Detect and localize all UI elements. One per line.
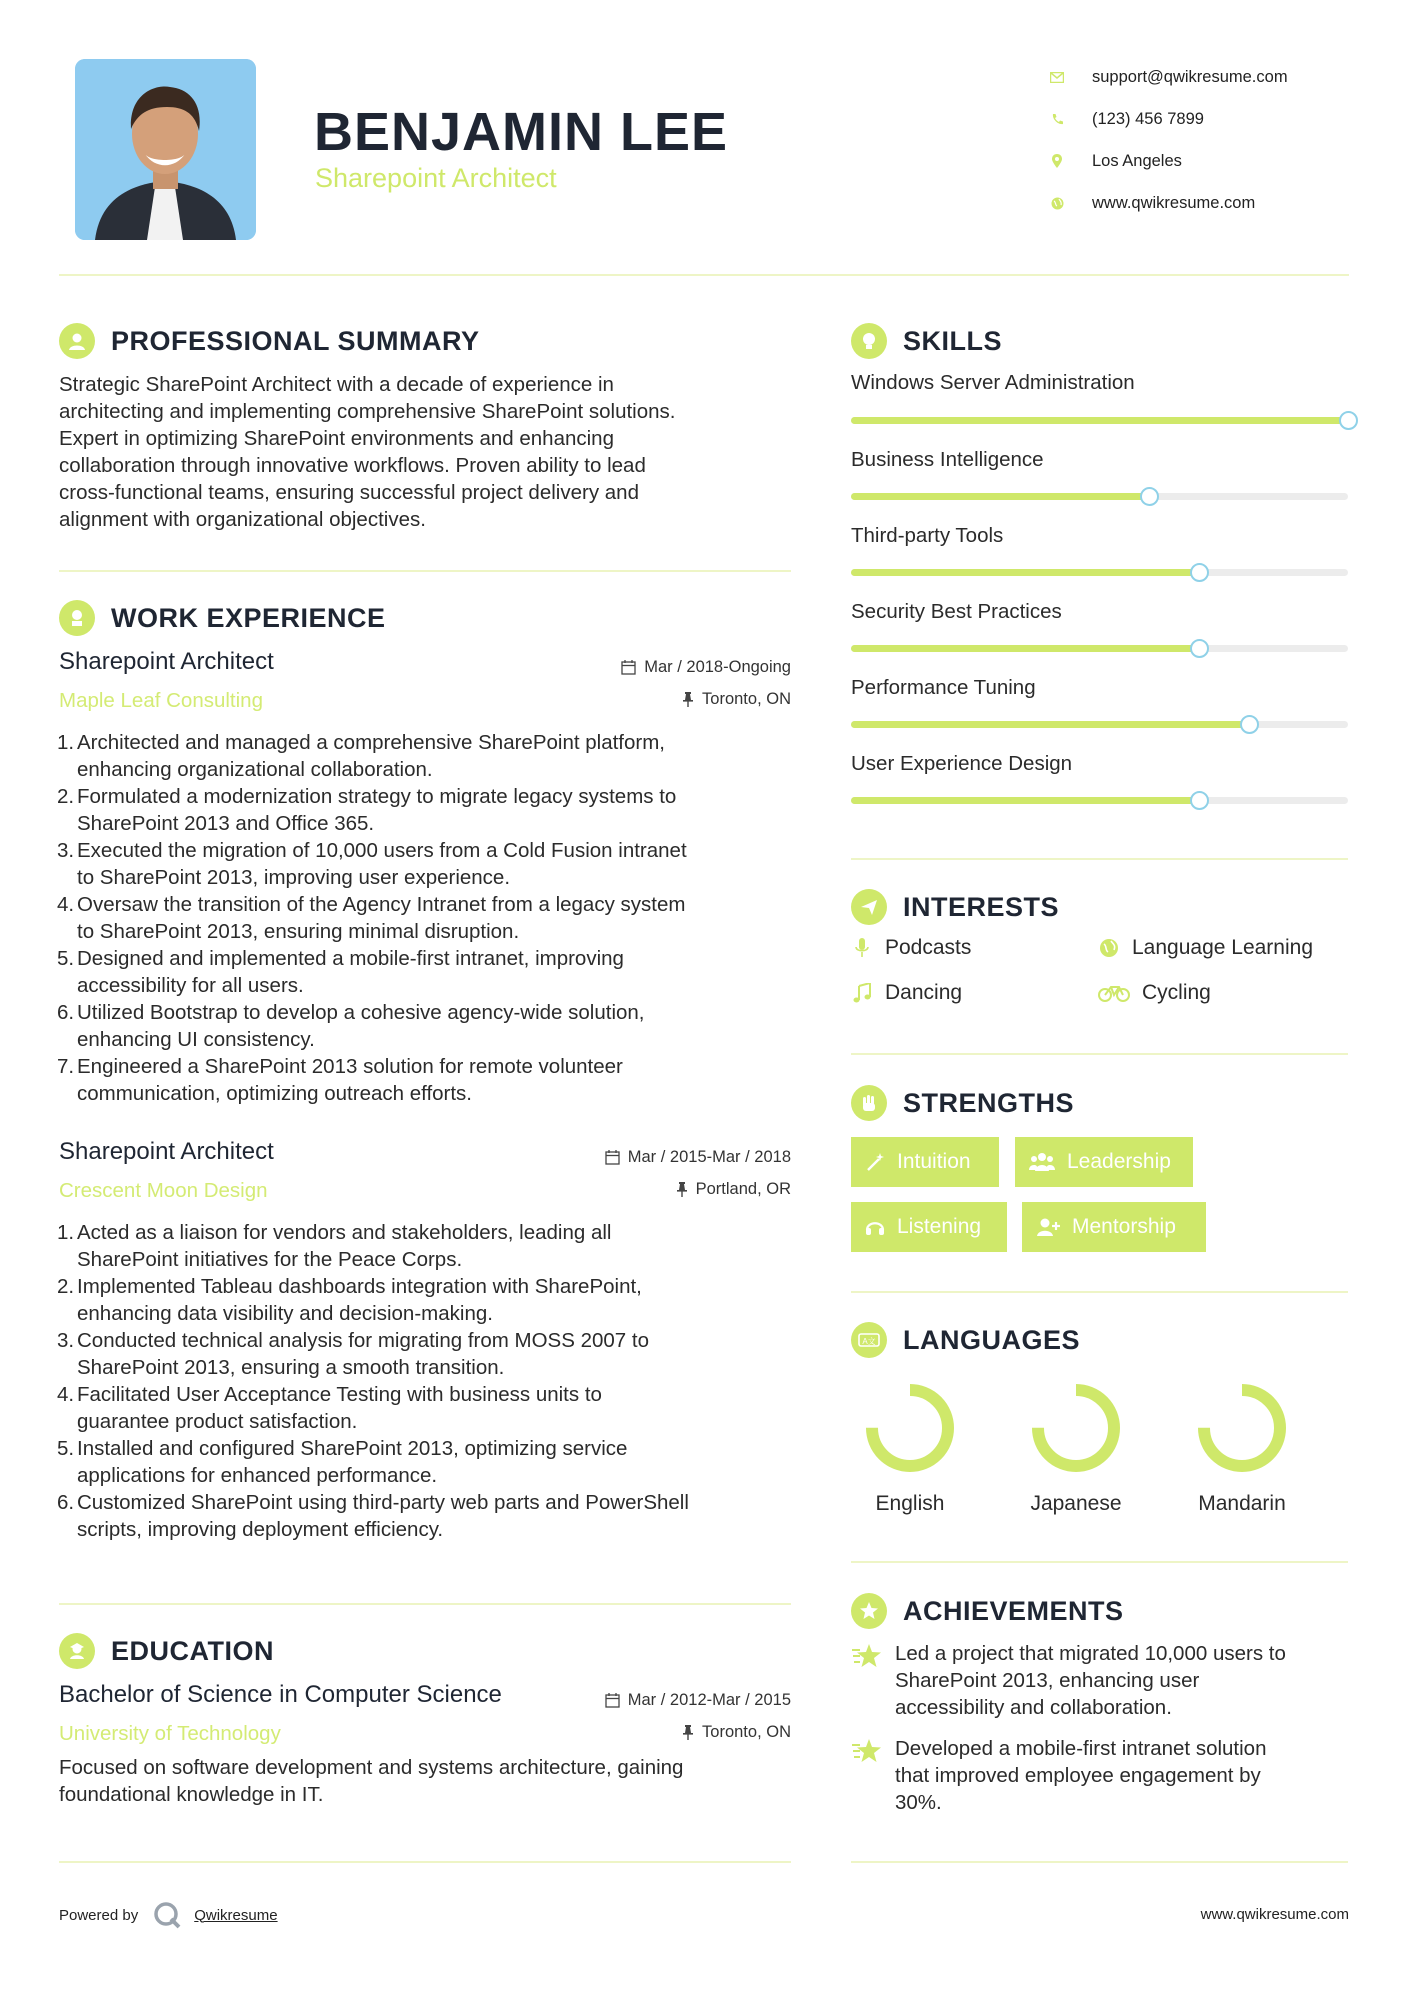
list-item: 5. Designed and implemented a mobile-first intranet, improving accessibility for all users. xyxy=(57,947,624,997)
section-divider xyxy=(851,1561,1348,1563)
powered-by-text: Powered by xyxy=(59,1906,139,1924)
headphones-icon xyxy=(865,1217,885,1237)
calendar-icon xyxy=(605,1150,620,1165)
education-dates-text: Mar / 2012-Mar / 2015 xyxy=(627,1691,791,1709)
interest-label: Language Learning xyxy=(1132,936,1314,959)
summary-line: architecting and implementing comprehensive SharePoint solutions. xyxy=(59,400,676,423)
hand-icon xyxy=(851,1085,887,1121)
achievements-title: ACHIEVEMENTS xyxy=(903,1595,1124,1626)
achievement-item xyxy=(851,1735,1351,1816)
user-icon xyxy=(59,323,95,359)
skill-slider-knob[interactable] xyxy=(1190,639,1209,658)
section-divider xyxy=(851,1861,1348,1863)
languages-heading xyxy=(851,1322,1080,1358)
briefcase-icon xyxy=(59,600,95,636)
skill-name: Business Intelligence xyxy=(851,448,1044,471)
job-2-header xyxy=(59,1138,791,1202)
skill-slider-knob[interactable] xyxy=(1190,791,1209,810)
achievement-text: Led a project that migrated 10,000 users to SharePoint 2013, enhancing user accessibility and collaboration. xyxy=(895,1642,1286,1719)
skill-track xyxy=(851,417,1348,424)
education-location-text: Toronto, ON xyxy=(702,1723,791,1741)
job-dates-text: Mar / 2015-Mar / 2018 xyxy=(627,1148,791,1166)
strengths-heading xyxy=(851,1085,1074,1121)
interest-label: Dancing xyxy=(885,981,963,1004)
users-icon xyxy=(1029,1152,1055,1172)
skills-heading xyxy=(851,323,1002,359)
job-1-duties xyxy=(59,729,799,1107)
section-divider xyxy=(59,1861,791,1863)
star-icon xyxy=(851,1735,883,1767)
job-title: Sharepoint Architect xyxy=(59,1138,274,1165)
location-text: Los Angeles xyxy=(1092,151,1182,170)
language-progress-ring xyxy=(1026,1378,1126,1478)
job-company: Crescent Moon Design xyxy=(59,1179,268,1202)
skill-name: Windows Server Administration xyxy=(851,371,1135,394)
section-divider xyxy=(851,858,1348,860)
language-item xyxy=(1006,1378,1146,1516)
list-item: 2. Formulated a modernization strategy to migrate legacy systems to SharePoint 2013 and Office 365. xyxy=(57,785,677,835)
profile-photo xyxy=(75,59,256,240)
strength-label: Intuition xyxy=(897,1150,971,1173)
job-location-text: Toronto, ON xyxy=(702,690,791,708)
graduation-cap-icon xyxy=(59,1633,95,1669)
avatar xyxy=(75,59,256,240)
list-item: 3. Conducted technical analysis for migrating from MOSS 2007 to SharePoint 2013, ensuring a smooth transition. xyxy=(57,1329,649,1379)
globe-icon xyxy=(1050,196,1064,210)
music-icon xyxy=(851,982,873,1004)
phone-text: (123) 456 7899 xyxy=(1092,109,1204,128)
thumbtack-icon xyxy=(682,692,694,707)
star-icon xyxy=(851,1640,883,1672)
trophy-icon xyxy=(851,1593,887,1629)
summary-heading xyxy=(59,323,480,359)
svg-text:A文: A文 xyxy=(862,1337,876,1346)
interest-label: Cycling xyxy=(1142,981,1211,1004)
skill-item xyxy=(851,524,1348,548)
footer-website[interactable]: www.qwikresume.com xyxy=(1200,1906,1349,1923)
strength-label: Listening xyxy=(897,1215,982,1238)
skills-title: SKILLS xyxy=(903,325,1003,356)
calendar-icon xyxy=(605,1693,620,1708)
list-item: 1. Architected and managed a comprehensive SharePoint platform, enhancing organizational collaboration. xyxy=(57,731,666,781)
qwikresume-logo-icon xyxy=(152,1900,182,1930)
interest-item xyxy=(851,981,962,1005)
skill-fill xyxy=(851,721,1249,728)
lightbulb-icon xyxy=(851,323,887,359)
candidate-title: Sharepoint Architect xyxy=(315,163,557,193)
language-label: Mandarin xyxy=(1198,1492,1286,1515)
job-location-text: Portland, OR xyxy=(695,1180,791,1198)
skill-item xyxy=(851,371,1348,395)
magic-wand-icon xyxy=(865,1152,885,1172)
skill-fill xyxy=(851,417,1348,424)
job-2-duties xyxy=(59,1219,799,1543)
skill-track xyxy=(851,645,1348,652)
summary-line: collaboration through innovative workflows. Proven ability to lead xyxy=(59,454,646,477)
language-label: Japanese xyxy=(1030,1492,1122,1515)
summary-title: PROFESSIONAL SUMMARY xyxy=(111,325,480,356)
summary-line: Strategic SharePoint Architect with a decade of experience in xyxy=(59,373,614,396)
job-title: Sharepoint Architect xyxy=(59,648,274,675)
skill-name: User Experience Design xyxy=(851,752,1073,775)
skill-fill xyxy=(851,797,1199,804)
section-divider xyxy=(851,1053,1348,1055)
language-item xyxy=(840,1378,980,1516)
summary-text xyxy=(59,371,799,533)
degree-title: Bachelor of Science in Computer Science xyxy=(59,1681,502,1708)
skill-track xyxy=(851,569,1348,576)
job-dates-text: Mar / 2018-Ongoing xyxy=(644,658,791,676)
email-text: support@qwikresume.com xyxy=(1092,67,1288,86)
candidate-name: BENJAMIN LEE xyxy=(314,102,729,162)
achievements-heading xyxy=(851,1593,1124,1629)
bicycle-icon xyxy=(1098,982,1130,1004)
footer-powered-by xyxy=(59,1900,278,1930)
contact-block xyxy=(1050,56,1288,224)
education-description: Focused on software development and systems architecture, gaining foundational knowledge in IT. xyxy=(59,1756,684,1806)
globe-icon xyxy=(1098,937,1120,959)
list-item: 1. Acted as a liaison for vendors and stakeholders, leading all SharePoint initiatives for the Peace Corps. xyxy=(57,1221,612,1271)
language-progress-ring xyxy=(860,1378,960,1478)
skill-fill xyxy=(851,493,1149,500)
user-plus-icon xyxy=(1036,1217,1060,1237)
language-icon xyxy=(851,1322,887,1358)
job-dates xyxy=(605,1148,791,1167)
summary-line: Expert in optimizing SharePoint environments and enhancing xyxy=(59,427,614,450)
skill-slider-knob[interactable] xyxy=(1140,487,1159,506)
skill-item xyxy=(851,600,1348,624)
skill-slider-knob[interactable] xyxy=(1190,563,1209,582)
strengths-title: STRENGTHS xyxy=(903,1087,1075,1118)
achievement-text: Developed a mobile-first intranet solution that improved employee engagement by 30%. xyxy=(895,1737,1267,1814)
skill-name: Third-party Tools xyxy=(851,524,1004,547)
list-item: 6. Customized SharePoint using third-party web parts and PowerShell scripts, improving deployment efficiency. xyxy=(57,1491,689,1541)
strength-label: Mentorship xyxy=(1072,1215,1176,1238)
list-item: 5. Installed and configured SharePoint 2013, optimizing service applications for enhanced performance. xyxy=(57,1437,628,1487)
strength-chip xyxy=(1022,1202,1206,1252)
section-divider xyxy=(851,1291,1348,1293)
education-header xyxy=(59,1681,791,1745)
thumbtack-icon xyxy=(676,1182,688,1197)
skill-name: Security Best Practices xyxy=(851,600,1062,623)
contact-location xyxy=(1050,140,1288,182)
list-item: 3. Executed the migration of 10,000 users from a Cold Fusion intranet to SharePoint 2013, improving user experience. xyxy=(57,839,687,889)
summary-line: cross-functional teams, ensuring successful project delivery and xyxy=(59,481,639,504)
contact-phone[interactable] xyxy=(1050,98,1288,140)
list-item: 4. Facilitated User Acceptance Testing with business units to guarantee product satisfaction. xyxy=(57,1383,602,1433)
interest-item xyxy=(851,936,971,960)
map-pin-icon xyxy=(1050,154,1064,168)
thumbtack-icon xyxy=(682,1725,694,1740)
languages-title: LANGUAGES xyxy=(903,1324,1081,1355)
strength-chip xyxy=(851,1137,999,1187)
list-item: 7. Engineered a SharePoint 2013 solution for remote volunteer communication, optimizing outreach efforts. xyxy=(57,1055,623,1105)
section-divider xyxy=(59,570,791,572)
job-dates xyxy=(621,658,791,677)
skill-item xyxy=(851,676,1348,700)
language-label: English xyxy=(875,1492,945,1515)
qwikresume-link[interactable]: Qwikresume xyxy=(194,1906,278,1924)
skill-item xyxy=(851,448,1348,472)
envelope-icon xyxy=(1050,70,1064,84)
language-item xyxy=(1172,1378,1312,1516)
education-heading xyxy=(59,1633,274,1669)
contact-website[interactable] xyxy=(1050,182,1288,224)
phone-icon xyxy=(1050,112,1064,126)
education-location xyxy=(682,1723,791,1742)
skill-fill xyxy=(851,569,1199,576)
calendar-icon xyxy=(621,660,636,675)
interest-item xyxy=(1098,936,1313,960)
experience-heading xyxy=(59,600,386,636)
strength-chip xyxy=(851,1202,1007,1252)
list-item: 6. Utilized Bootstrap to develop a cohesive agency-wide solution, enhancing UI consistency. xyxy=(57,1001,645,1051)
summary-line: alignment with organizational objectives. xyxy=(59,508,426,531)
contact-email[interactable] xyxy=(1050,56,1288,98)
list-item: 2. Implemented Tableau dashboards integration with SharePoint, enhancing data visibility and decision-making. xyxy=(57,1275,642,1325)
job-company: Maple Leaf Consulting xyxy=(59,689,263,712)
skill-fill xyxy=(851,645,1199,652)
job-location xyxy=(682,690,791,709)
paper-plane-icon xyxy=(851,889,887,925)
header-divider xyxy=(59,274,1349,276)
interest-label: Podcasts xyxy=(885,936,972,959)
microphone-icon xyxy=(851,937,873,959)
skill-slider-knob[interactable] xyxy=(1240,715,1259,734)
strength-label: Leadership xyxy=(1067,1150,1171,1173)
experience-title: WORK EXPERIENCE xyxy=(111,602,386,633)
interests-title: INTERESTS xyxy=(903,891,1060,922)
school-name: University of Technology xyxy=(59,1722,281,1745)
section-divider xyxy=(59,1603,791,1605)
language-progress-ring xyxy=(1192,1378,1292,1478)
interests-heading xyxy=(851,889,1059,925)
job-location xyxy=(676,1180,791,1199)
skill-track xyxy=(851,797,1348,804)
website-text: www.qwikresume.com xyxy=(1092,193,1256,212)
education-title: EDUCATION xyxy=(111,1635,274,1666)
job-1-header xyxy=(59,648,791,712)
achievement-item xyxy=(851,1640,1351,1721)
strength-chip xyxy=(1015,1137,1193,1187)
skill-slider-knob[interactable] xyxy=(1339,411,1358,430)
list-item: 4. Oversaw the transition of the Agency Intranet from a legacy system to SharePoint 2013, ensuring minimal disruption. xyxy=(57,893,686,943)
skill-track xyxy=(851,493,1348,500)
skill-name: Performance Tuning xyxy=(851,676,1036,699)
interest-item xyxy=(1098,981,1211,1005)
skill-track xyxy=(851,721,1348,728)
education-dates xyxy=(605,1691,791,1710)
skill-item xyxy=(851,752,1348,776)
